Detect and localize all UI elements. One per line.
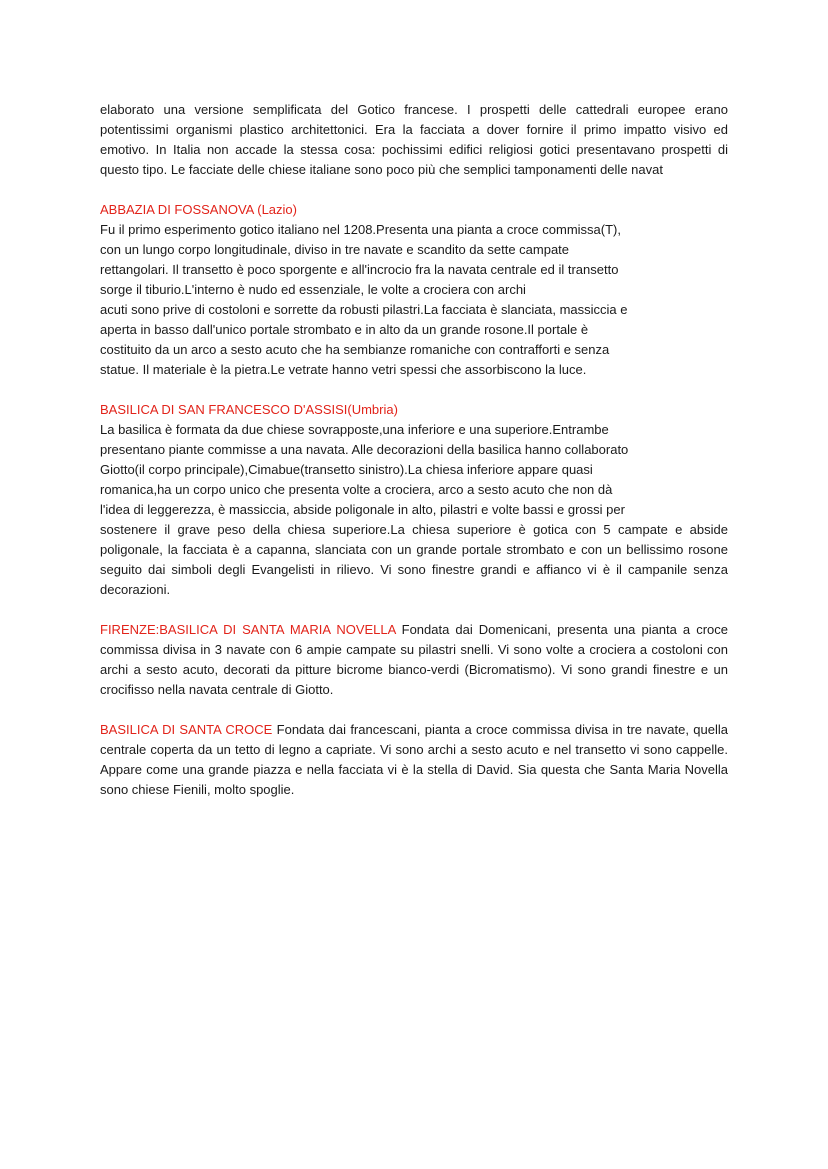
text-line: con un lungo corpo longitudinale, diviso in tre navate e scandito da sette campate bbox=[100, 242, 570, 257]
text-line: aperta in basso dall'unico portale strombato e in alto da un grande rosone.Il portale è bbox=[100, 322, 589, 337]
document-page bbox=[100, 100, 728, 800]
section-body-assisi bbox=[100, 420, 728, 520]
text-line: rettangolari. Il transetto è poco sporgente e all'incrocio fra la navata centrale ed il transetto bbox=[100, 262, 619, 277]
spacer bbox=[100, 700, 728, 720]
text-line: sorge il tiburio.L'interno è nudo ed essenziale, le volte a crociera con archi bbox=[100, 282, 526, 297]
section-title-fossanova: ABBAZIA DI FOSSANOVA (Lazio) bbox=[100, 202, 297, 217]
section-body-fossanova bbox=[100, 220, 728, 380]
section-title-assisi: BASILICA DI SAN FRANCESCO D'ASSISI(Umbria) bbox=[100, 402, 398, 417]
text-line: l'idea di leggerezza, è massiccia, abside poligonale in alto, pilastri e volte bassi e grossi per bbox=[100, 502, 625, 517]
text-line: presentano piante commisse a una navata. Alle decorazioni della basilica hanno collaborato bbox=[100, 442, 629, 457]
text-line: Giotto(il corpo principale),Cimabue(transetto sinistro).La chiesa inferiore appare quasi bbox=[100, 462, 593, 477]
intro-paragraph: elaborato una versione semplificata del Gotico francese. I prospetti delle cattedrali europee erano potentissimi organismi plastico architettonici. Era la facciata a dover fornire il primo impatto visivo ed emotivo. In Italia non accade la stessa cosa: pochissimi edifici religiosi gotici presentavano prospetti di questo tipo. Le facciate delle chiese italiane sono poco più che semplici tamponamenti delle navat bbox=[100, 102, 728, 177]
section-fossanova bbox=[100, 200, 728, 380]
text-line: costituito da un arco a sesto acuto che ha sembianze romaniche con contrafforti e senza bbox=[100, 342, 610, 357]
section-santa-maria-novella bbox=[100, 620, 728, 700]
text-line: Fu il primo esperimento gotico italiano nel 1208.Presenta una pianta a croce commissa(T), bbox=[100, 222, 621, 237]
section-body-santa-croce: Fondata dai francescani, pianta a croce commissa divisa in tre navate, quella centrale coperta da un tetto di legno a capriate. Vi sono archi a sesto acuto e nel transetto vi sono cappelle. Appare come una grande piazza e nella facciata vi è la stella di David. Sia questa che Santa Maria Novella sono chiese Fienili, molto spoglie. bbox=[100, 722, 728, 797]
text-line: acuti sono prive di costoloni e sorrette da robusti pilastri.La facciata è slanciata, massiccia e bbox=[100, 302, 628, 317]
section-assisi bbox=[100, 400, 728, 600]
spacer bbox=[100, 380, 728, 400]
section-body-assisi-tail: sostenere il grave peso della chiesa superiore.La chiesa superiore è gotica con 5 campate e abside poligonale, la facciata è a capanna, slanciata con un grande portale strombato e con un bellissimo rosone seguito dai simboli degli Evangelisti in rilievo. Vi sono finestre grandi e affianco vi è il campanile senza decorazioni. bbox=[100, 522, 728, 597]
text-line: La basilica è formata da due chiese sovrapposte,una inferiore e una superiore.Entrambe bbox=[100, 422, 609, 437]
spacer bbox=[100, 180, 728, 200]
section-title-santa-croce: BASILICA DI SANTA CROCE bbox=[100, 722, 273, 737]
section-santa-croce bbox=[100, 720, 728, 800]
section-body-santa-maria-novella: Fondata dai Domenicani, presenta una pianta a croce commissa divisa in 3 navate con 6 ampie campate su pilastri snelli. Vi sono volte a crociera a costoloni con archi a sesto acuto, decorati da pitture bicrome bianco-verdi (Bicromatismo). Vi sono grandi finestre e un crocifisso nella navata centrale di Giotto. bbox=[100, 622, 728, 697]
section-title-santa-maria-novella: FIRENZE:BASILICA DI SANTA MARIA NOVELLA bbox=[100, 622, 396, 637]
text-line: romanica,ha un corpo unico che presenta volte a crociera, arco a sesto acuto che non dà bbox=[100, 482, 613, 497]
text-line: statue. Il materiale è la pietra.Le vetrate hanno vetri spessi che assorbiscono la luce. bbox=[100, 362, 587, 377]
spacer bbox=[100, 600, 728, 620]
